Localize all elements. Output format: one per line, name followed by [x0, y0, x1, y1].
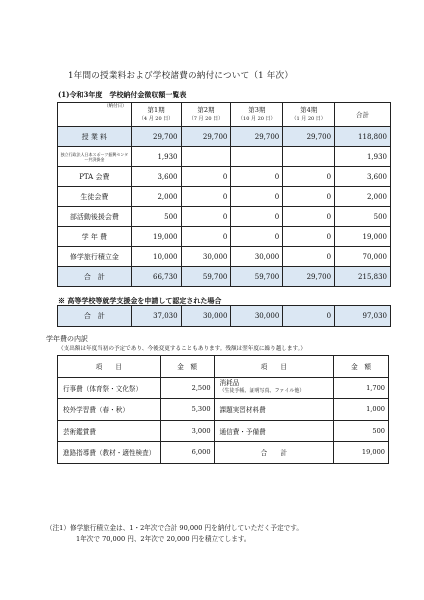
period-date: （10 月 20 日）	[238, 116, 276, 122]
table-row	[58, 207, 391, 227]
period-header-1	[131, 103, 181, 127]
cell-value	[283, 147, 335, 167]
grade-amount: 5,300	[160, 399, 214, 421]
amount-header: 金 額	[160, 356, 214, 378]
cell-value: 0	[181, 207, 231, 227]
support-row	[58, 306, 391, 327]
grade-item: 通信費・予備費	[214, 420, 334, 442]
grade-amount: 1,000	[334, 399, 389, 421]
grade-amount: 2,500	[160, 377, 214, 399]
table-row	[58, 247, 391, 267]
cell-value: 29,700	[283, 127, 335, 147]
row-total: 1,930	[335, 147, 391, 167]
grade-total: 19,000	[334, 442, 389, 464]
row-label: 授 業 料	[58, 127, 132, 147]
cell-value: 19,000	[131, 227, 181, 247]
total-header: 合計	[335, 103, 391, 127]
grade-item-sub: （生徒手帳、証明写真、ファイル他）	[219, 388, 305, 395]
cell-value: 500	[131, 207, 181, 227]
grade-item: 進路指導費（教材・適性検査）	[58, 442, 161, 464]
grade-item: 行事費（体育祭・文化祭）	[58, 377, 161, 399]
grade-amount: 500	[334, 420, 389, 442]
row-label: 修学旅行積立金	[58, 247, 132, 267]
table-row	[58, 442, 389, 464]
row-total: 118,800	[335, 127, 391, 147]
cell-value: 0	[231, 207, 283, 227]
row-label: 学 年 費	[58, 227, 132, 247]
period-header-2	[181, 103, 231, 127]
row-label: 独立行政法人日本スポーツ振興センター共済掛金	[58, 147, 132, 167]
cell-value: 0	[231, 167, 283, 187]
row-label: PTA 会費	[58, 167, 132, 187]
cell-value: 0	[283, 207, 335, 227]
support-value: 30,000	[181, 306, 231, 327]
sum-value: 59,700	[231, 267, 283, 287]
row-total: 500	[335, 207, 391, 227]
cell-value: 30,000	[231, 247, 283, 267]
sum-total: 215,830	[335, 267, 391, 287]
footnote	[46, 523, 303, 544]
cell-value: 10,000	[131, 247, 181, 267]
period-label: 第1期	[147, 106, 165, 114]
grade-fee-note: （支出額は年度当初の予定であり、今後変更することもあります。残額は翌年度に繰り越します。）	[58, 346, 307, 352]
grade-item-label: 消耗品	[219, 379, 240, 388]
grade-fee-table	[57, 355, 389, 464]
sum-label: 合 計	[58, 267, 132, 287]
cell-value: 0	[231, 187, 283, 207]
sum-row	[58, 267, 391, 287]
grade-amount: 3,000	[160, 420, 214, 442]
cell-value: 0	[283, 247, 335, 267]
row-label: 生徒会費	[58, 187, 132, 207]
table-row	[58, 147, 391, 167]
footnote-line-1: （注1）修学旅行積立金は、1・2年次で合計 90,000 円を納付していただく予定です。	[46, 524, 303, 532]
cell-value: 30,000	[181, 247, 231, 267]
cell-value: 0	[283, 167, 335, 187]
cell-value: 0	[231, 227, 283, 247]
support-value: 37,030	[131, 306, 181, 327]
cell-value: 29,700	[231, 127, 283, 147]
cell-value: 0	[283, 227, 335, 247]
support-value: 30,000	[231, 306, 283, 327]
grade-header-row	[58, 356, 389, 378]
support-value: 0	[283, 306, 335, 327]
table-row	[58, 399, 389, 421]
fees-header-row	[58, 103, 391, 127]
cell-value: 0	[283, 187, 335, 207]
table-row	[58, 127, 391, 147]
footnote-line-2: 1年次で 70,000 円、2年次で 20,000 円を積立てします。	[76, 534, 251, 543]
support-table	[57, 305, 391, 327]
period-date: （7 月 20 日）	[188, 116, 224, 122]
fees-table-title: (1)令和3年度 学校納付金徴収額一覧表	[58, 90, 187, 99]
support-label: 合 計	[58, 306, 132, 327]
support-total: 97,030	[335, 306, 391, 327]
cell-value: 29,700	[181, 127, 231, 147]
row-label: 部活動後援会費	[58, 207, 132, 227]
period-date: （4 月 20 日）	[138, 116, 174, 122]
table-row	[58, 187, 391, 207]
row-total: 3,600	[335, 167, 391, 187]
grade-item: 校外学習費（春・秋）	[58, 399, 161, 421]
grade-item: 課題実習材料費	[214, 399, 334, 421]
grade-amount: 6,000	[160, 442, 214, 464]
cell-value	[181, 147, 231, 167]
grade-item	[214, 377, 334, 399]
table-row	[58, 377, 389, 399]
period-corner-label: （納付日）	[58, 103, 132, 127]
fees-table	[57, 102, 391, 287]
support-note: ※ 高等学校等就学支援金を申請して認定された場合	[58, 296, 222, 305]
period-date: （1 月 20 日）	[291, 116, 326, 122]
row-total: 2,000	[335, 187, 391, 207]
period-label: 第2期	[197, 106, 215, 114]
sum-value: 59,700	[181, 267, 231, 287]
cell-value: 3,600	[131, 167, 181, 187]
grade-amount: 1,700	[334, 377, 389, 399]
sum-value: 29,700	[283, 267, 335, 287]
cell-value: 0	[181, 167, 231, 187]
period-label: 第4期	[300, 106, 318, 114]
grade-fee-title: 学年費の内訳	[46, 335, 88, 343]
grade-total-label: 合 計	[214, 442, 334, 464]
table-row	[58, 227, 391, 247]
row-total: 70,000	[335, 247, 391, 267]
table-row	[58, 167, 391, 187]
period-header-4	[283, 103, 335, 127]
row-total: 19,000	[335, 227, 391, 247]
cell-value: 0	[181, 187, 231, 207]
page-title: 1年間の授業料および学校諸費の納付について（1 年次）	[68, 71, 294, 81]
amount-header: 金 額	[334, 356, 389, 378]
table-row	[58, 420, 389, 442]
cell-value: 29,700	[131, 127, 181, 147]
grade-item: 芸術鑑賞費	[58, 420, 161, 442]
cell-value: 2,000	[131, 187, 181, 207]
item-header: 項 目	[58, 356, 161, 378]
period-label: 第3期	[248, 106, 266, 114]
cell-value	[231, 147, 283, 167]
cell-value: 1,930	[131, 147, 181, 167]
item-header: 項 目	[214, 356, 334, 378]
sum-value: 66,730	[131, 267, 181, 287]
period-header-3	[231, 103, 283, 127]
cell-value: 0	[181, 227, 231, 247]
